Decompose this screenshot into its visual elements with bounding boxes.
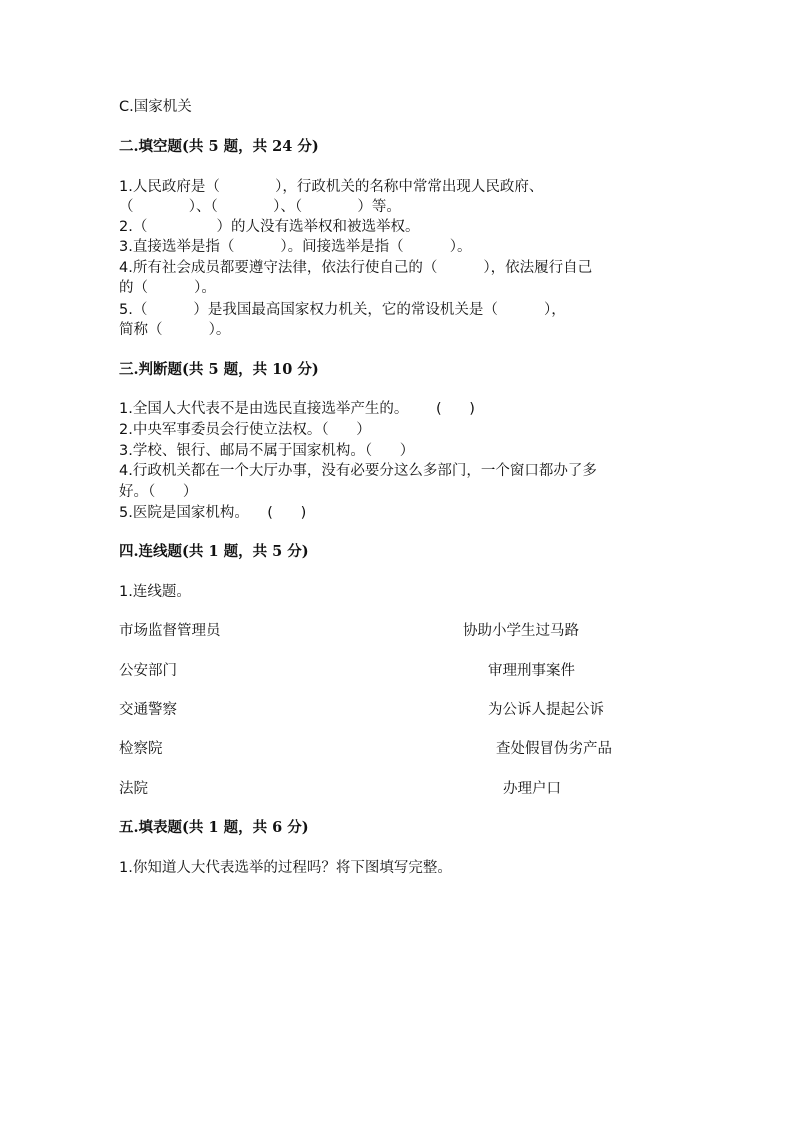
section-4-title: 四.连线题(共 1 题，共 5 分) xyxy=(119,543,309,560)
match-left-item: 交通警察 xyxy=(119,702,177,718)
section-2-title: 二.填空题(共 5 题，共 24 分) xyxy=(119,138,319,155)
section-3-title: 三.判断题(共 5 题，共 10 分) xyxy=(119,361,319,378)
fill-line: 4.所有社会成员都要遵守法律，依法行使自己的（ ），依法履行自己 xyxy=(119,260,593,276)
match-right-item: 为公诉人提起公诉 xyxy=(488,702,604,718)
judge-line: 5.医院是国家机构。 ( ) xyxy=(119,505,307,521)
fill-line: 简称（ ）。 xyxy=(119,322,231,338)
match-left-item: 检察院 xyxy=(119,741,163,757)
fill-line: 1.人民政府是（ ），行政机关的名称中常常出现人民政府、 xyxy=(119,179,544,195)
option-c: C.国家机关 xyxy=(119,99,192,115)
match-left-item: 法院 xyxy=(119,781,148,797)
fill-line: 的（ ）。 xyxy=(119,280,216,296)
judge-line: 好。（ ） xyxy=(119,484,198,500)
fill-line: （ ）、（ ）、（ ）等。 xyxy=(119,199,401,215)
match-right-item: 审理刑事案件 xyxy=(488,663,575,679)
match-right-item: 查处假冒伪劣产品 xyxy=(496,741,612,757)
match-left-item: 市场监督管理员 xyxy=(119,623,221,639)
section-5-title: 五.填表题(共 1 题，共 6 分) xyxy=(119,819,309,836)
fill-line: 3.直接选举是指（ ）。间接选举是指（ ）。 xyxy=(119,239,472,255)
table-question: 1.你知道人大代表选举的过程吗？将下图填写完整。 xyxy=(119,860,452,876)
judge-line: 4.行政机关都在一个大厅办事，没有必要分这么多部门，一个窗口都办了多 xyxy=(119,463,597,479)
fill-line: 5.（ ）是我国最高国家权力机关，它的常设机关是（ ）， xyxy=(119,302,566,318)
match-right-item: 协助小学生过马路 xyxy=(463,623,579,639)
match-right-item: 办理户口 xyxy=(503,781,561,797)
matching-question: 1.连线题。 xyxy=(119,584,191,600)
match-left-item: 公安部门 xyxy=(119,663,177,679)
judge-line: 2.中央军事委员会行使立法权。（ ） xyxy=(119,422,371,438)
judge-line: 1.全国人大代表不是由选民直接选举产生的。 ( ) xyxy=(119,401,475,417)
fill-line: 2.（ ）的人没有选举权和被选举权。 xyxy=(119,219,420,235)
judge-line: 3.学校、银行、邮局不属于国家机构。（ ） xyxy=(119,443,415,459)
